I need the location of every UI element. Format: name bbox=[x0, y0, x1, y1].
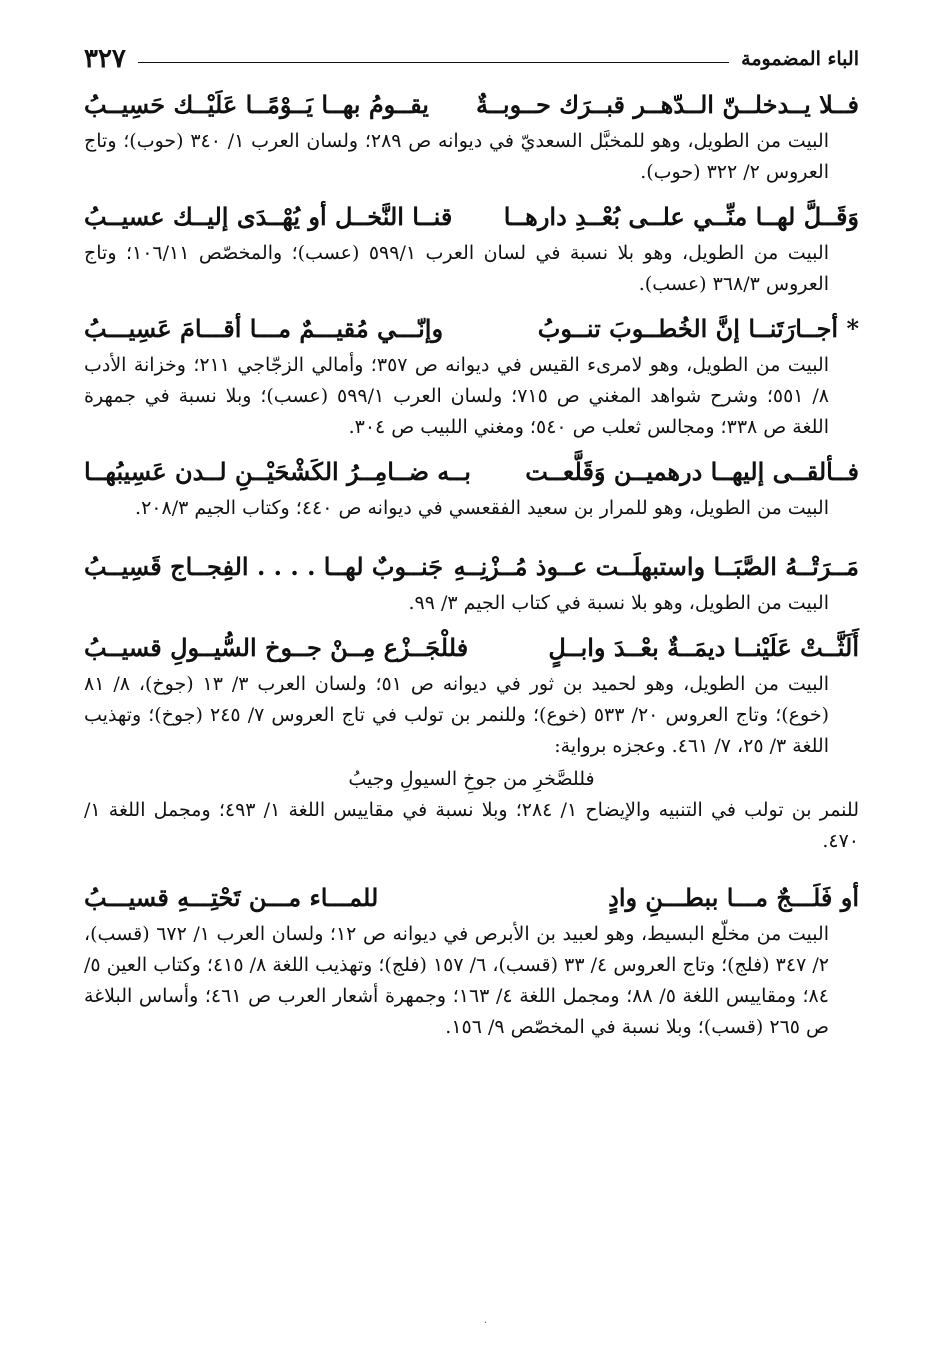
verse-first-hemistich: أَلَثَّــتْ عَلَيْنــا ديمَــةٌ بعْــدَ وابــلٍ bbox=[548, 633, 859, 662]
verse-note bbox=[84, 238, 859, 300]
verse-first-hemistich: * أجــارَتَنــا إنَّ الخُطــوبَ تنــوبُ bbox=[537, 314, 859, 343]
print-speck: · bbox=[484, 1318, 488, 1329]
verse-second-hemistich: قنــا النَّخــل أو يُهْــدَى إليــك عسيــبُ bbox=[84, 202, 453, 231]
verse-second-hemistich: وإنّـــي مُقيـــمٌ مـــا أقـــامَ عَسِيـــبُ bbox=[84, 314, 444, 343]
variant-reading: فللصَّخرِ من جوخِ السيولِ وجيبُ bbox=[348, 768, 595, 790]
note-text: البيت من الطويل، وهو للمرار بن سعيد الفقعسي في ديوانه ص ٤٤٠؛ وكتاب الجيم ٢٠٨/٣. bbox=[135, 497, 829, 519]
verse-note bbox=[84, 493, 859, 524]
verse-line bbox=[84, 84, 859, 126]
verse-note bbox=[84, 919, 859, 1043]
verse-second-hemistich: جَنــوبٌ لهــا . . . . الفِجــاج قَسِيــبُ bbox=[84, 552, 444, 581]
section-title: الباء المضمومة bbox=[741, 48, 859, 70]
note-text: البيت من الطويل، وهو بلا نسبة في كتاب الجيم ٣/ ٩٩. bbox=[408, 592, 829, 614]
note-text: البيت من الطويل، وهو للمخبَّل السعديّ في ديوانه ص ٢٨٩؛ ولسان العرب ١/ ٣٤٠ (حوب)؛ وتاج العروس ٢/ ٣٢٢ (حوب). bbox=[84, 130, 829, 183]
verse-first-hemistich: أو فَلَـــجٌ مـــا ببطـــنِ وادٍ bbox=[608, 883, 859, 912]
running-header bbox=[84, 42, 859, 76]
verse-line bbox=[84, 196, 859, 238]
verse-second-hemistich: للمـــاء مـــن تَحْتِـــهِ قسيـــبُ bbox=[84, 883, 379, 912]
note-text: البيت من الطويل، وهو لامرىء القيس في ديوانه ص ٣٥٧؛ وأمالي الزجّاجي ٢١١؛ وخزانة الأدب ٨/ ٥٥١؛ وشرح شواهد المغني ص ٧١٥؛ ولسان العرب ٥٩٩/١ (عسب)؛ وبلا نسبة في جمهرة اللغة ص ٣٣٨؛ ومجالس ثعلب ص ٥٤٠؛ ومغني اللبيب ص ٣٠٤. bbox=[84, 354, 829, 438]
page-number: ٣٢٧ bbox=[84, 44, 126, 74]
verse-note bbox=[84, 350, 859, 443]
verse-first-hemistich: فــألقــى إليهــا درهميــن وَقَلَّعــت bbox=[525, 457, 859, 486]
header-rule bbox=[138, 62, 729, 63]
verse-first-hemistich: مَــرَتْــهُ الصَّبَــا واستبهلَــت عــوذ مُــزْنِــهِ bbox=[453, 552, 859, 581]
verse-second-hemistich: يقــومُ بهــا يَــوْمًــا عَلَيْــك حَسِيــبُ bbox=[84, 90, 429, 119]
verse-line bbox=[84, 627, 859, 669]
verse-second-hemistich: فللْجَــزْع مِــنْ جــوخ السُّيــولِ قسيــبُ bbox=[84, 633, 469, 662]
note-text: البيت من مخلّع البسيط، وهو لعبيد بن الأبرص في ديوانه ص ١٢؛ ولسان العرب ١/ ٦٧٢ (قسب)، ٢/ ٣٤٧ (فلج)؛ وتاج العروس ٤/ ٣٣ (قسب)، ٦/ ١٥٧ (فلج)؛ وتهذيب اللغة ٨/ ٤١٥؛ وكتاب العين ٥/ ٨٤؛ ومقاييس اللغة ٥/ ٨٨؛ ومجمل اللغة ٤/ ١٦٣؛ وجمهرة أشعار العرب ص ٤٦١؛ وأساس البلاغة ص ٢٦٥ (قسب)؛ وبلا نسبة في المخصّص ٩/ ١٥٦. bbox=[84, 923, 830, 1038]
note-text: البيت من الطويل، وهو لحميد بن ثور في ديوانه ص ٥١؛ ولسان العرب ٣/ ١٣ (جوخ)، ٨/ ٨١ (خوع)؛ وتاج العروس ٢٠/ ٥٣٣ (خوع)؛ وللنمر بن تولب في تاج العروس ٧/ ٢٤٥ (جوخ)؛ وتهذيب اللغة ٣/ ٢٥، ٧/ ٤٦١. وعجزه برواية: bbox=[84, 673, 830, 757]
note-text: البيت من الطويل، وهو بلا نسبة في لسان العرب ٥٩٩/١ (عسب)؛ والمخصّص ١٠٦/١١؛ وتاج العروس ٣٦٨/٣ (عسب). bbox=[84, 242, 829, 295]
verse-note bbox=[84, 126, 859, 188]
verse-note bbox=[84, 588, 859, 619]
verse-line bbox=[84, 546, 859, 588]
verse-first-hemistich: فــلا يــدخلــنّ الــدّهــر قبــرَك حــوبــةٌ bbox=[475, 90, 859, 119]
verse-line bbox=[84, 451, 859, 493]
verse-note-continued: للنمر بن تولب في التنبيه والإيضاح ١/ ٢٨٤؛ وبلا نسبة في مقاييس اللغة ١/ ٤٩٣؛ ومجمل اللغة ١/ ٤٧٠. bbox=[84, 799, 859, 852]
verse-note bbox=[84, 669, 859, 762]
verse-second-hemistich: بــه ضــامِــرُ الكَشْحَيْــنِ لــدن عَسِيبُهــا bbox=[84, 457, 471, 486]
verse-line bbox=[84, 308, 859, 350]
verse-first-hemistich: وَقَــلَّ لهــا منِّــي علــى بُعْــدِ دارهــا bbox=[503, 202, 859, 231]
verse-line bbox=[84, 877, 859, 919]
